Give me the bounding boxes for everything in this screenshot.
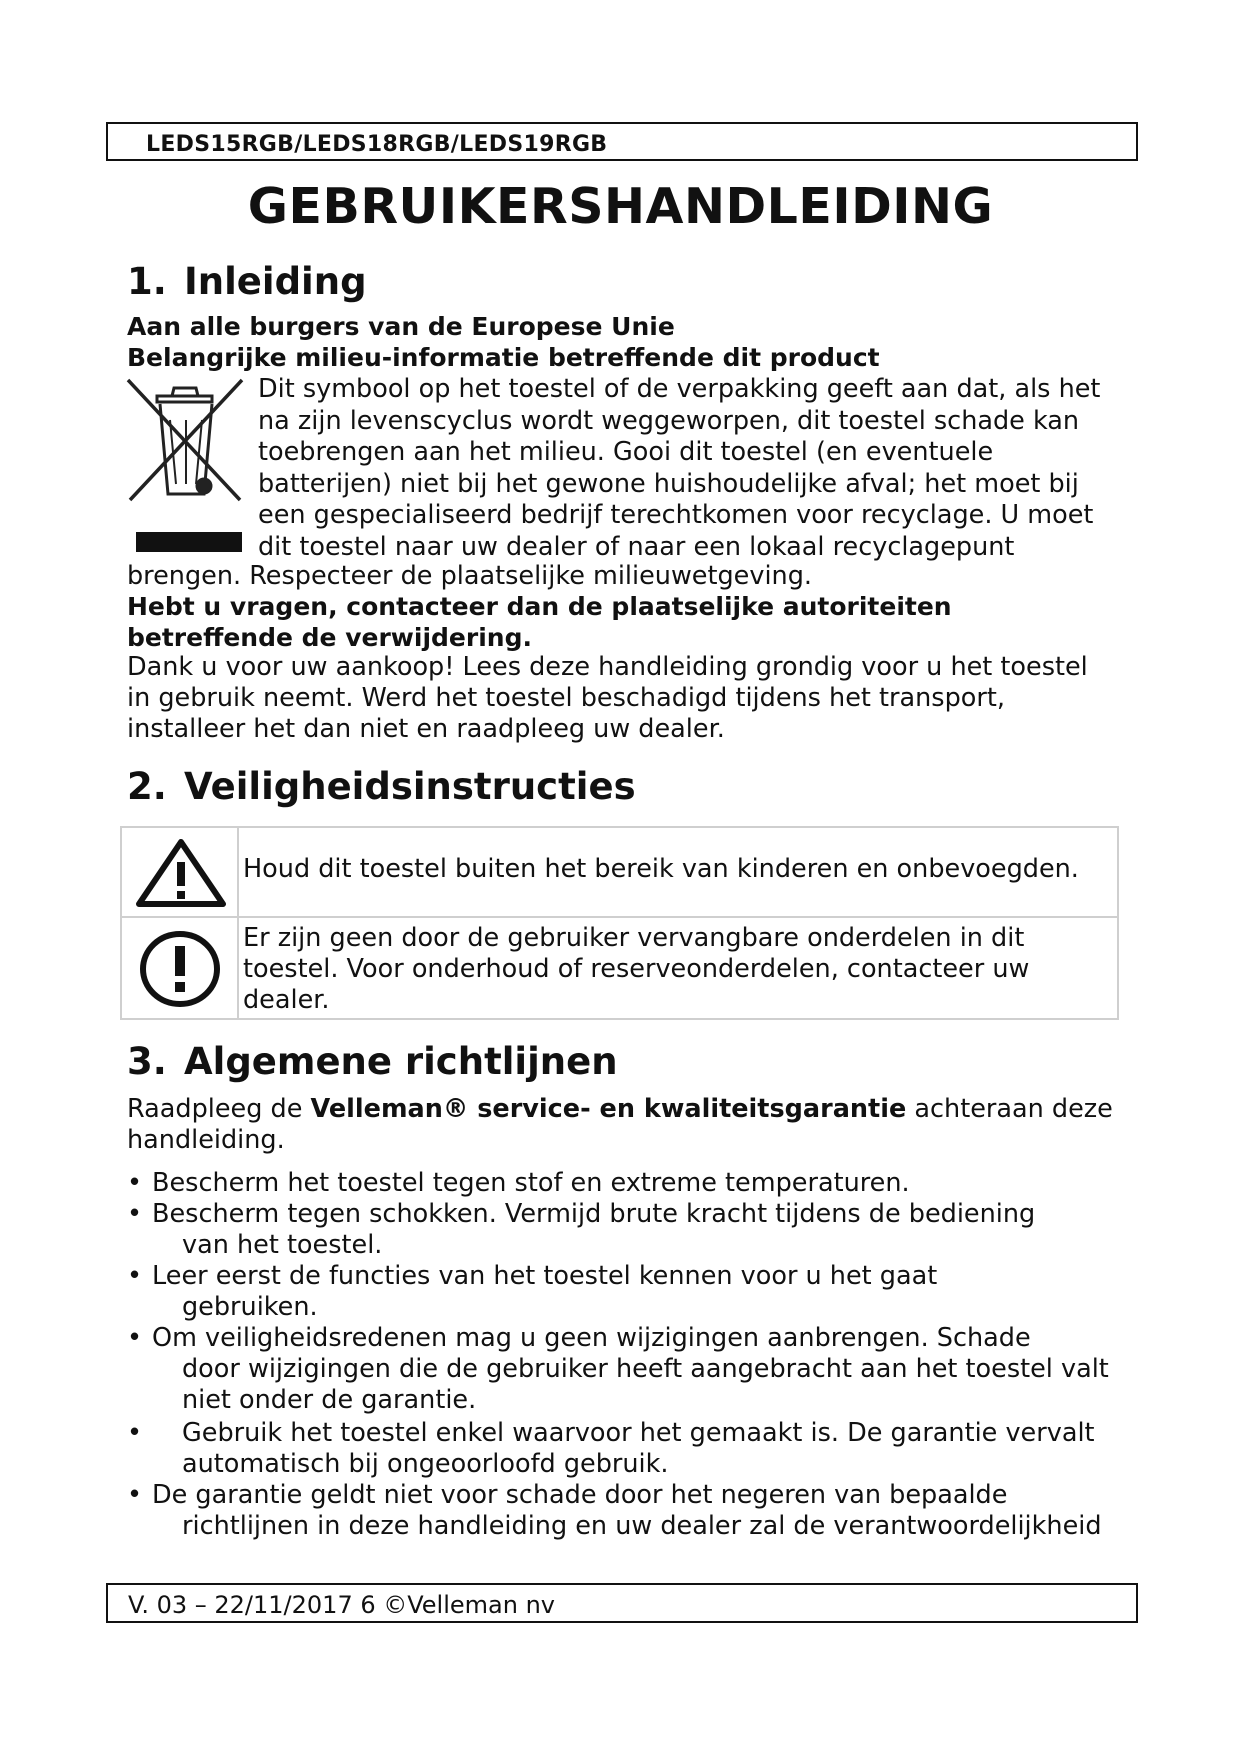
- weee-line: na zijn levenscyclus wordt weggeworpen, dit toestel schade kan: [258, 405, 1080, 436]
- section-title: Algemene richtlijnen: [184, 1040, 618, 1083]
- consult-suffix: achteraan deze: [906, 1094, 1113, 1124]
- eu-citizens-line: Aan alle burgers van de Europese Unie: [127, 312, 675, 341]
- footer-version: V. 03 – 22/11/2017 6 ©Velleman nv: [128, 1591, 555, 1619]
- section-2-heading: [127, 765, 636, 808]
- list-item: • De garantie geldt niet voor schade door het negeren van bepaalde richtlijnen in deze handleiding en uw dealer zal de verantwoordelijkheid: [127, 1480, 1102, 1541]
- thanks-line: installeer het dan niet en raadpleeg uw dealer.: [127, 714, 725, 744]
- weee-line: een gespecialiseerd bedrijf terechtkomen voor recyclage. U moet: [258, 500, 1094, 530]
- weee-crossed-bin-icon: [124, 376, 254, 556]
- guidelines-list: [127, 1168, 1137, 1542]
- weee-description: [258, 374, 1138, 563]
- consult-prefix: Raadpleeg de: [127, 1094, 311, 1124]
- section-1-heading: [127, 260, 367, 303]
- model-numbers: LEDS15RGB/LEDS18RGB/LEDS19RGB: [146, 132, 608, 157]
- document-title: GEBRUIKERSHANDLEIDING: [247, 178, 994, 235]
- exclamation-circle-icon: [138, 930, 222, 1008]
- bullet-icon: •: [127, 1199, 143, 1229]
- weee-line: Dit symbool op het toestel of de verpakking geeft aan dat, als het: [258, 374, 1101, 404]
- footer-box: [106, 1583, 1138, 1623]
- thanks-paragraph: [127, 652, 1127, 745]
- safety-row-children: [122, 828, 1117, 918]
- safety-table: [120, 826, 1119, 1020]
- weee-line: toebrengen aan het milieu. Gooi dit toestel (en eventuele: [258, 437, 994, 467]
- warranty-reference: [127, 1094, 1127, 1156]
- list-item: • Bescherm tegen schokken. Vermijd brute kracht tijdens de bediening van het toestel.: [127, 1199, 1036, 1260]
- warranty-name: Velleman® service- en kwaliteitsgarantie: [310, 1094, 907, 1124]
- safety-row-parts: [122, 918, 1117, 1018]
- consult-line-2: handleiding.: [127, 1125, 285, 1155]
- bullet-icon: •: [127, 1323, 143, 1353]
- bullet-icon: •: [127, 1261, 143, 1291]
- questions-line-2: betreffende de verwijdering.: [127, 623, 532, 652]
- safety-text-parts: [243, 923, 1103, 1016]
- section-number: 2.: [127, 765, 167, 808]
- section-number: 1.: [127, 260, 167, 303]
- section-3-heading: [127, 1040, 618, 1083]
- list-item: • Leer eerst de functies van het toestel kennen voor u het gaat gebruiken.: [127, 1261, 938, 1322]
- bullet-icon: •: [127, 1168, 143, 1198]
- bullet-icon: •: [127, 1480, 143, 1510]
- safety-text-children: Houd dit toestel buiten het bereik van kinderen en onbevoegden.: [243, 854, 1079, 884]
- header-box: [106, 122, 1138, 161]
- thanks-line: Dank u voor uw aankoop! Lees deze handleiding grondig voor u het toestel: [127, 652, 1088, 682]
- safety-line: toestel. Voor onderhoud of reserveonderdelen, contacteer uw: [243, 954, 1030, 984]
- list-item: • Om veiligheidsredenen mag u geen wijzigingen aanbrengen. Schade door wijzigingen die de gebruiker heeft aangebracht aan het toestel valt niet onder de garantie.: [127, 1323, 1109, 1415]
- section-title: Veiligheidsinstructies: [184, 765, 636, 808]
- safety-line: Er zijn geen door de gebruiker vervangbare onderdelen in dit: [243, 923, 1025, 953]
- bullet-icon: •: [127, 1418, 143, 1448]
- list-item: • Gebruik het toestel enkel waarvoor het gemaakt is. De garantie vervalt automatisch bij ongeoorloofd gebruik.: [127, 1418, 1095, 1479]
- section-number: 3.: [127, 1040, 167, 1083]
- weee-tail-line: brengen. Respecteer de plaatselijke milieuwetgeving.: [127, 561, 812, 591]
- environment-info-line: Belangrijke milieu-informatie betreffende dit product: [127, 343, 880, 372]
- list-item: • Bescherm het toestel tegen stof en extreme temperaturen.: [127, 1168, 910, 1198]
- section-title: Inleiding: [184, 260, 367, 303]
- safety-line: dealer.: [243, 985, 330, 1015]
- weee-line: batterijen) niet bij het gewone huishoudelijke afval; het moet bij: [258, 468, 1079, 499]
- weee-line: dit toestel naar uw dealer of naar een lokaal recyclagepunt: [258, 531, 1015, 562]
- questions-line-1: Hebt u vragen, contacteer dan de plaatselijke autoriteiten: [127, 592, 952, 621]
- thanks-line: in gebruik neemt. Werd het toestel beschadigd tijdens het transport,: [127, 683, 1005, 713]
- warning-triangle-icon: [135, 838, 227, 908]
